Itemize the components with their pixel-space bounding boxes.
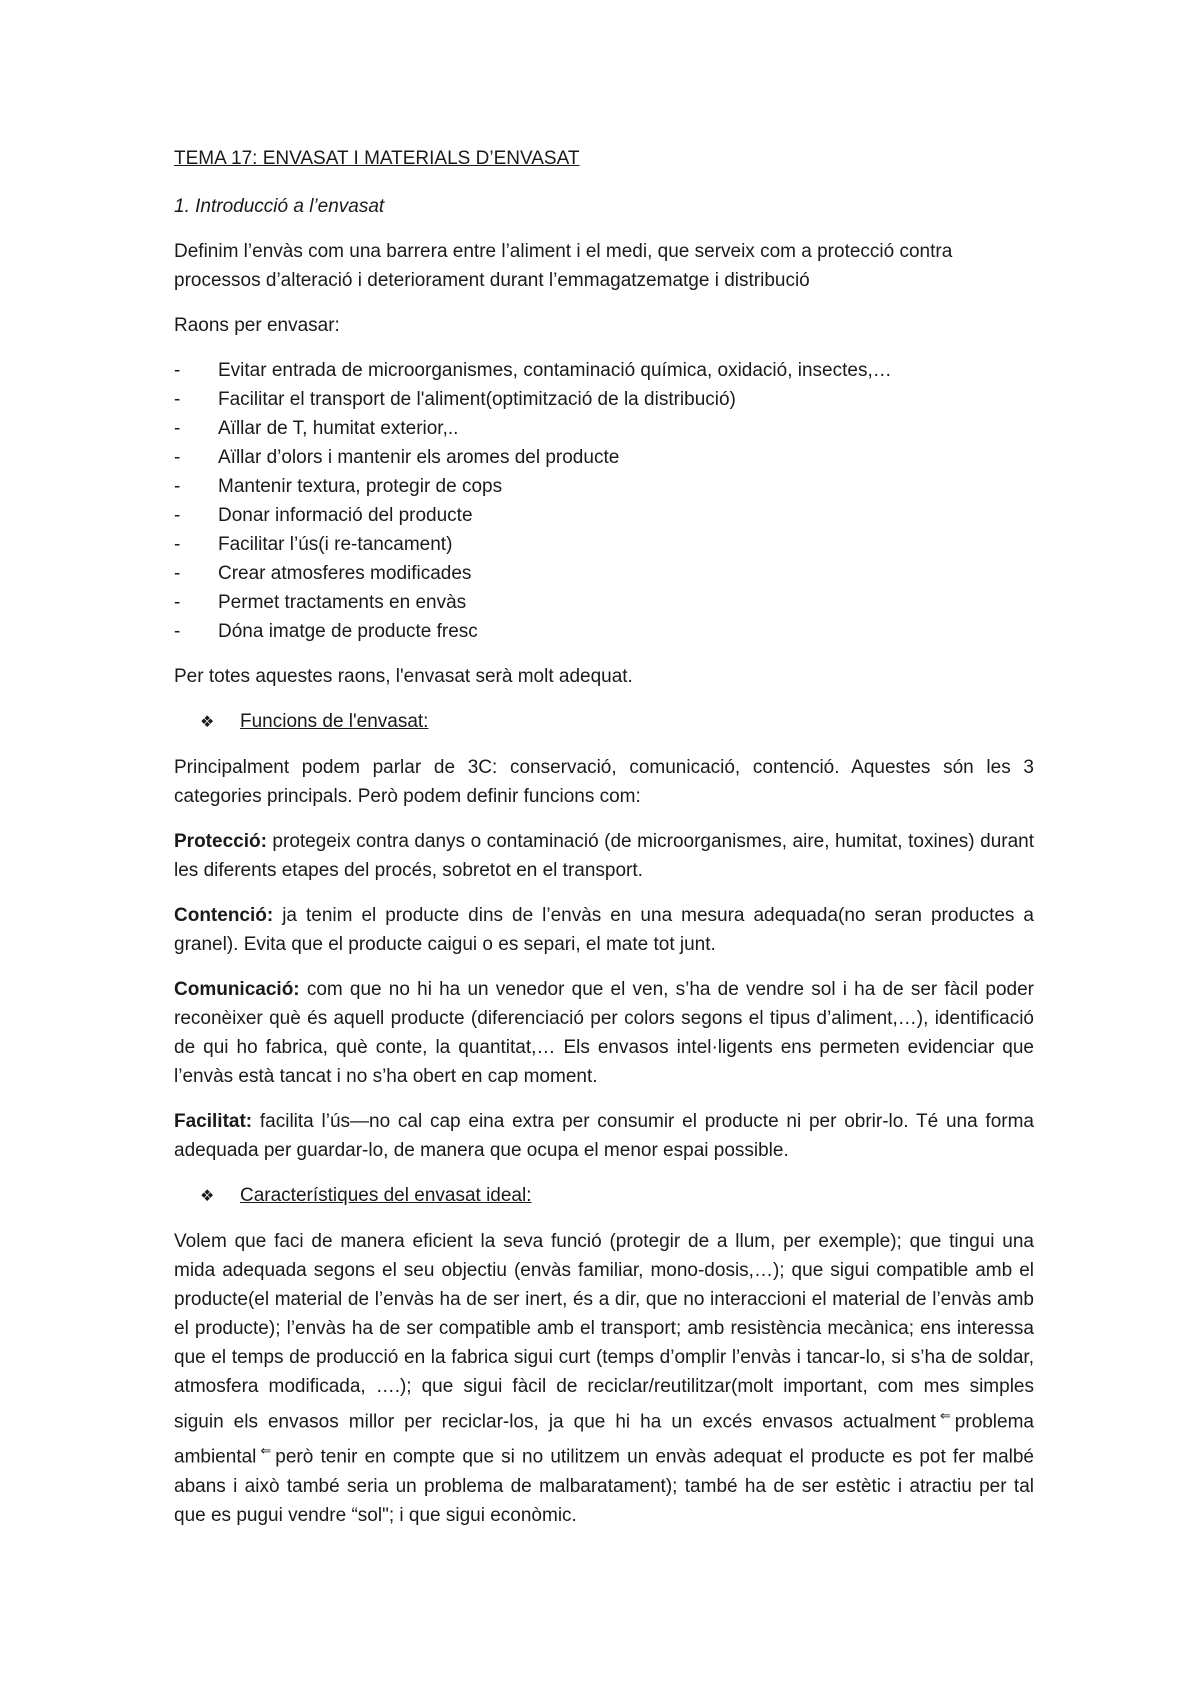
reasons-list [174,356,1034,646]
function-ease-of-use: Facilitat: facilita l’ús—no cal cap eina extra per consumir el producte ni per obrir-lo. Té una forma adequada per guardar-lo, de manera que ocupa el menor espai possible. [174,1111,1034,1161]
document-title: TEMA 17: ENVASAT I MATERIALS D’ENVASAT [174,148,580,169]
list-item: - Crear atmosferes modificades [174,559,1034,588]
reasons-intro: Raons per envasar: [174,315,340,336]
functions-intro: Principalment podem parlar de 3C: conservació, comunicació, contenció. Aquestes són les 3 categories principals. Però podem definir funcions com: [174,757,1034,807]
section-heading-ideal-packaging [174,1181,1034,1211]
left-arrow-icon: ⇐ [260,1443,272,1459]
dash-bullet: - [174,418,181,439]
dash-bullet: - [174,389,181,410]
term-label: Facilitat: [174,1111,253,1132]
section-title: Funcions de l'envasat: [240,711,429,732]
list-item: - Aïllar de T, humitat exterior,.. [174,414,1034,443]
list-item: - Permet tractaments en envàs [174,588,1034,617]
dash-bullet: - [174,447,181,468]
term-label: Comunicació: [174,979,300,1000]
document-content [174,144,1034,1546]
list-item: - Facilitar l’ús(i re-tancament) [174,530,1034,559]
section-heading-introduction [174,192,1034,221]
dash-bullet: - [174,621,181,642]
section-number: 1. [174,196,190,217]
left-arrow-icon: ⇐ [939,1408,951,1423]
diamond-bullet-icon: ❖ [200,714,215,731]
function-containment: Contenció: ja tenim el producte dins de l’envàs en una mesura adequada(no seran productes a granel). Evita que el producte caigui o es separi, el mate tot junt. [174,905,1034,955]
diamond-bullet-icon: ❖ [200,1188,215,1205]
reasons-conclusion: Per totes aquestes raons, l'envasat serà molt adequat. [174,666,633,687]
list-item: - Aïllar d’olors i mantenir els aromes del producte [174,443,1034,472]
dash-bullet: - [174,563,181,584]
list-item: - Donar informació del producte [174,501,1034,530]
list-item: - Evitar entrada de microorganismes, contaminació química, oxidació, insectes,… [174,356,1034,385]
dash-bullet: - [174,360,181,381]
list-item: - Facilitar el transport de l'aliment(optimització de la distribució) [174,385,1034,414]
list-item: - Dóna imatge de producte fresc [174,617,1034,646]
dash-bullet: - [174,476,181,497]
ideal-packaging-paragraph: Volem que faci de manera eficient la seva funció (protegir de a llum, per exemple); que tingui una mida adequada segons el seu objectiu (envàs familiar, mono-dosis,…); que sigui compatible amb el producte(el material de l’envàs ha de ser inert, és a dir, que no interaccioni el material de l’envàs amb el producte); l’envàs ha de ser compatible amb el transport; amb resistència mecànica; ens interessa que el temps de producció en la fabrica sigui curt (temps d’omplir l’envàs i tancar-lo, si s’ha de soldar, atmosfera modificada, ….); que sigui fàcil de reciclar/reutilitzar(molt important, com mes simples siguin els envasos millor per reciclar-los, ja que hi ha un excés envasos actualment ⇐ problema ambiental ⇐ però tenir en compte que si no utilitzem un envàs adequat el producte es pot fer malbé abans i això també seria un problema de malbaratament); també ha de ser estètic i atractiu per tal que es pugui vendre “sol"; i que sigui econòmic. [174,1231,1034,1526]
function-communication: Comunicació: com que no hi ha un venedor que el ven, s’ha de vendre sol i ha de ser fàcil poder reconèixer què és aquell producte (diferenciació per colors segons el tipus d’aliment,…), identificació de qui ho fabrica, què conte, la quantitat,… Els envasos intel·ligents ens permeten evidenciar que l’envàs està tancat i no s’ha obert en cap moment. [174,979,1034,1087]
function-protection: Protecció: protegeix contra danys o contaminació (de microorganismes, aire, humitat, toxines) durant les diferents etapes del procés, sobretot en el transport. [174,831,1034,881]
dash-bullet: - [174,505,181,526]
section-heading-functions [174,707,1034,737]
definition-paragraph: Definim l’envàs com una barrera entre l’aliment i el medi, que serveix com a protecció contra processos d’alteració i deteriorament durant l’emmagatzematge i distribució [174,241,953,291]
section-title: Introducció a l’envasat [195,196,385,217]
list-item: - Mantenir textura, protegir de cops [174,472,1034,501]
term-label: Contenció: [174,905,274,926]
section-title: Característiques del envasat ideal: [240,1185,532,1206]
dash-bullet: - [174,534,181,555]
term-label: Protecció: [174,831,267,852]
dash-bullet: - [174,592,181,613]
